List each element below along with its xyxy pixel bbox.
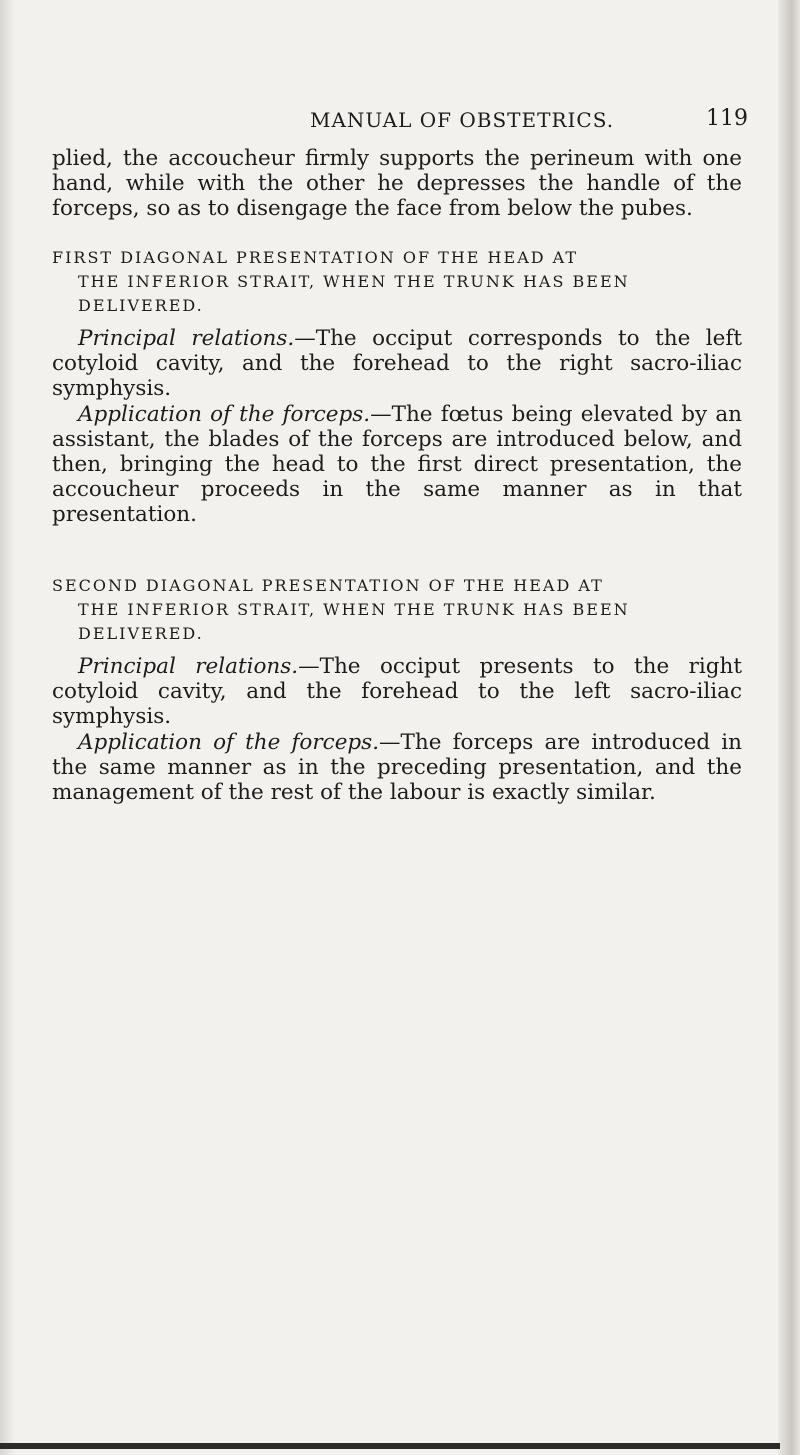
running-title: MANUAL OF OBSTETRICS. [310, 108, 615, 132]
section-heading-line: THE INFERIOR STRAIT, WHEN THE TRUNK HAS BEEN DELIVERED. [78, 272, 630, 315]
paragraph-text: —The occiput presents to the right cotyloid cavity, and the forehead to the left sacro-iliac symphysis. [52, 654, 742, 730]
section-heading-line: THE INFERIOR STRAIT, WHEN THE TRUNK HAS BEEN DELIVERED. [78, 600, 630, 643]
page-bottom-edge [0, 1443, 780, 1449]
section-heading-second-diagonal [52, 574, 742, 646]
section-first-diagonal-body [52, 326, 742, 528]
paragraph-text: —The fœtus being elevated by an assistant, the blades of the forceps are introduced below, and then, bringing the head to the first direct presentation, the accoucheur proceeds in the same manner as in that presentation. [52, 401, 742, 528]
paragraph-label: Application of the forceps. [78, 729, 380, 755]
section-heading-first-diagonal [52, 246, 742, 318]
opening-paragraph-text: plied, the accoucheur firmly supports the perineum with one hand, while with the other he depresses the handle of the forceps, so as to disengage the face from below the pubes. [52, 146, 742, 222]
paragraph-label: Principal relations. [78, 326, 295, 351]
paragraph-label: Principal relations. [78, 654, 299, 679]
page-number: 119 [706, 106, 748, 131]
paragraph-label: Application of the forceps. [78, 401, 371, 427]
section-heading-line: SECOND DIAGONAL PRESENTATION OF THE HEAD AT [52, 576, 604, 595]
page-edge [778, 0, 800, 1455]
section-second-diagonal-body [52, 654, 742, 805]
application-paragraph [52, 730, 742, 806]
paragraph-text: —The forceps are introduced in the same manner as in the preceding presentation, and the management of the rest of the labour is exactly similar. [52, 729, 742, 806]
opening-paragraph [52, 146, 742, 222]
page-gutter [0, 0, 14, 1455]
paragraph-text: —The occiput corresponds to the left cotyloid cavity, and the forehead to the right sacro-iliac symphysis. [52, 326, 743, 402]
application-paragraph [52, 402, 742, 528]
section-heading-line: FIRST DIAGONAL PRESENTATION OF THE HEAD AT [52, 248, 579, 267]
principal-relations-paragraph [52, 654, 742, 730]
principal-relations-paragraph [52, 326, 742, 402]
